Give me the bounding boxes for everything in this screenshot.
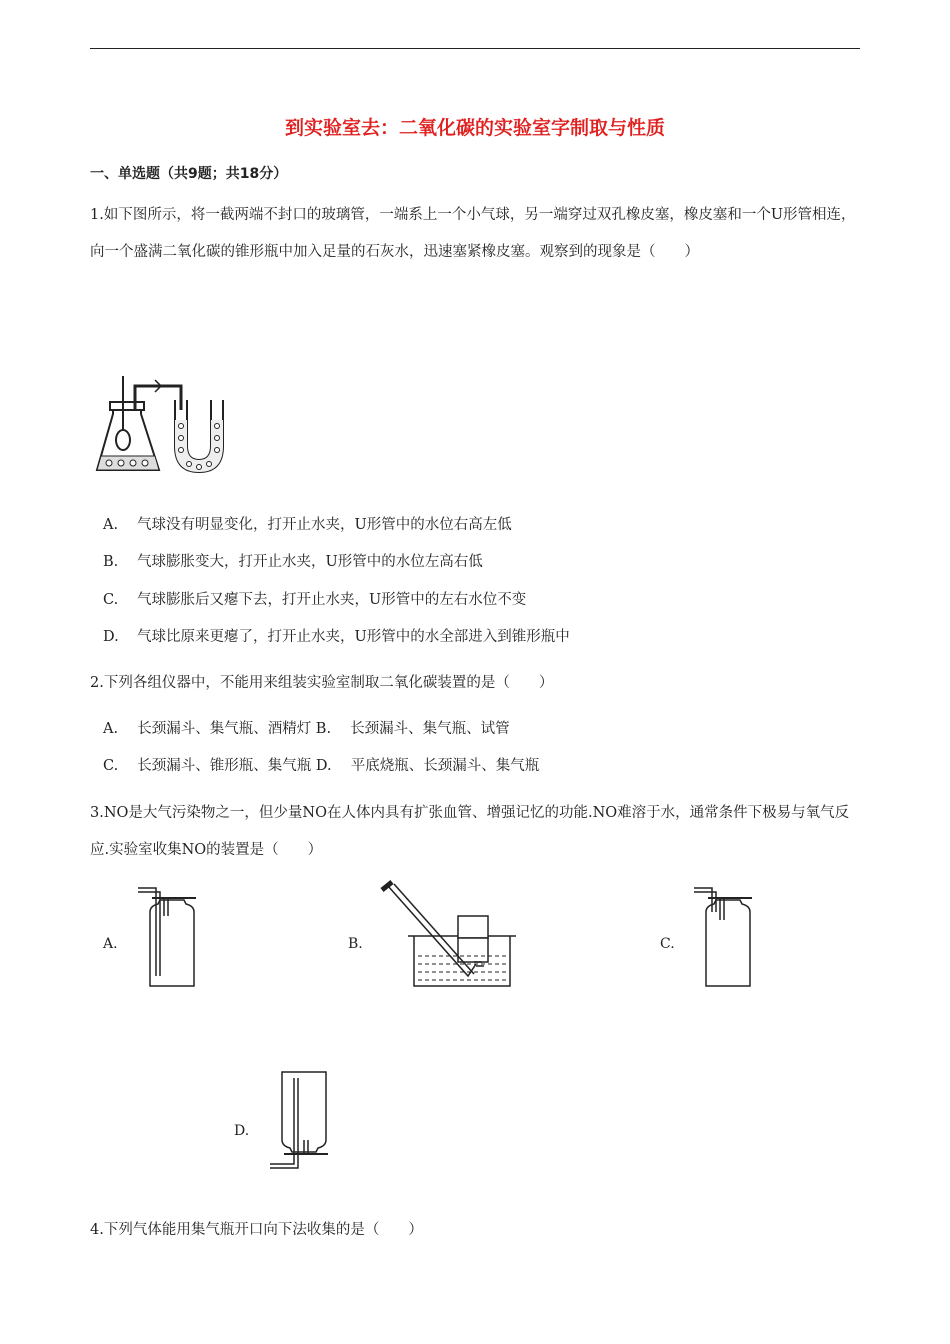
header-rule (90, 48, 860, 49)
q1-option-a-text: 气球没有明显变化，打开止水夹，U形管中的水位右高左低 (137, 517, 512, 533)
q3-option-d-label[interactable]: D. (234, 1123, 250, 1139)
q3-apparatus-d-figure (264, 1068, 334, 1174)
q3-apparatus-b-figure (378, 880, 518, 990)
question-1-text: 1.如下图所示，将一截两端不封口的玻璃管，一端系上一个小气球，另一端穿过双孔橡皮塞，橡皮塞和一个U形管相连，向一个盛满二氧化碳的锥形瓶中加入足量的石灰水，迅速塞紧橡皮塞。观察到的现象是（ ） (90, 207, 856, 260)
section-heading: 一、单选题（共9题；共18分） (90, 166, 288, 182)
question-4-text: 4.下列气体能用集气瓶开口向下法收集的是（ ） (90, 1222, 423, 1238)
q1-option-b-text: 气球膨胀变大，打开止水夹，U形管中的水位左高右低 (137, 554, 483, 570)
q1-apparatus-figure (95, 372, 235, 480)
q2-options-row-1[interactable]: A. 长颈漏斗、集气瓶、酒精灯 B. 长颈漏斗、集气瓶、试管 (103, 721, 510, 737)
question-2-text: 2.下列各组仪器中，不能用来组装实验室制取二氧化碳装置的是（ ） (90, 675, 554, 691)
q1-option-c-label: C. (103, 592, 119, 608)
q3-option-c-label[interactable]: C. (660, 936, 675, 952)
q3-option-a-label[interactable]: A. (103, 936, 118, 952)
q2-options-row-2[interactable]: C. 长颈漏斗、锥形瓶、集气瓶 D. 平底烧瓶、长颈漏斗、集气瓶 (103, 758, 540, 774)
q1-option-c[interactable] (103, 590, 526, 610)
question-3-text: 3.NO是大气污染物之一，但少量NO在人体内具有扩张血管、增强记忆的功能.NO难溶于水，通常条件下极易与氧气反应.实验室收集NO的装置是（ ） (90, 805, 850, 858)
q1-option-a-label: A. (103, 517, 119, 533)
q1-option-b-label: B. (103, 554, 119, 570)
q3-apparatus-a-figure (134, 882, 200, 990)
q1-option-b[interactable] (103, 552, 483, 572)
q1-option-c-text: 气球膨胀后又瘪下去，打开止水夹，U形管中的左右水位不变 (137, 592, 527, 608)
q1-option-d[interactable] (103, 627, 570, 647)
q3-option-b-label[interactable]: B. (348, 936, 363, 952)
q1-option-a[interactable] (103, 515, 512, 535)
page-title: 到实验室去：二氧化碳的实验室字制取与性质 (284, 117, 665, 139)
q1-option-d-label: D. (103, 629, 119, 645)
q1-option-d-text: 气球比原来更瘪了，打开止水夹，U形管中的水全部进入到锥形瓶中 (137, 629, 570, 645)
q3-apparatus-c-figure (690, 882, 756, 990)
